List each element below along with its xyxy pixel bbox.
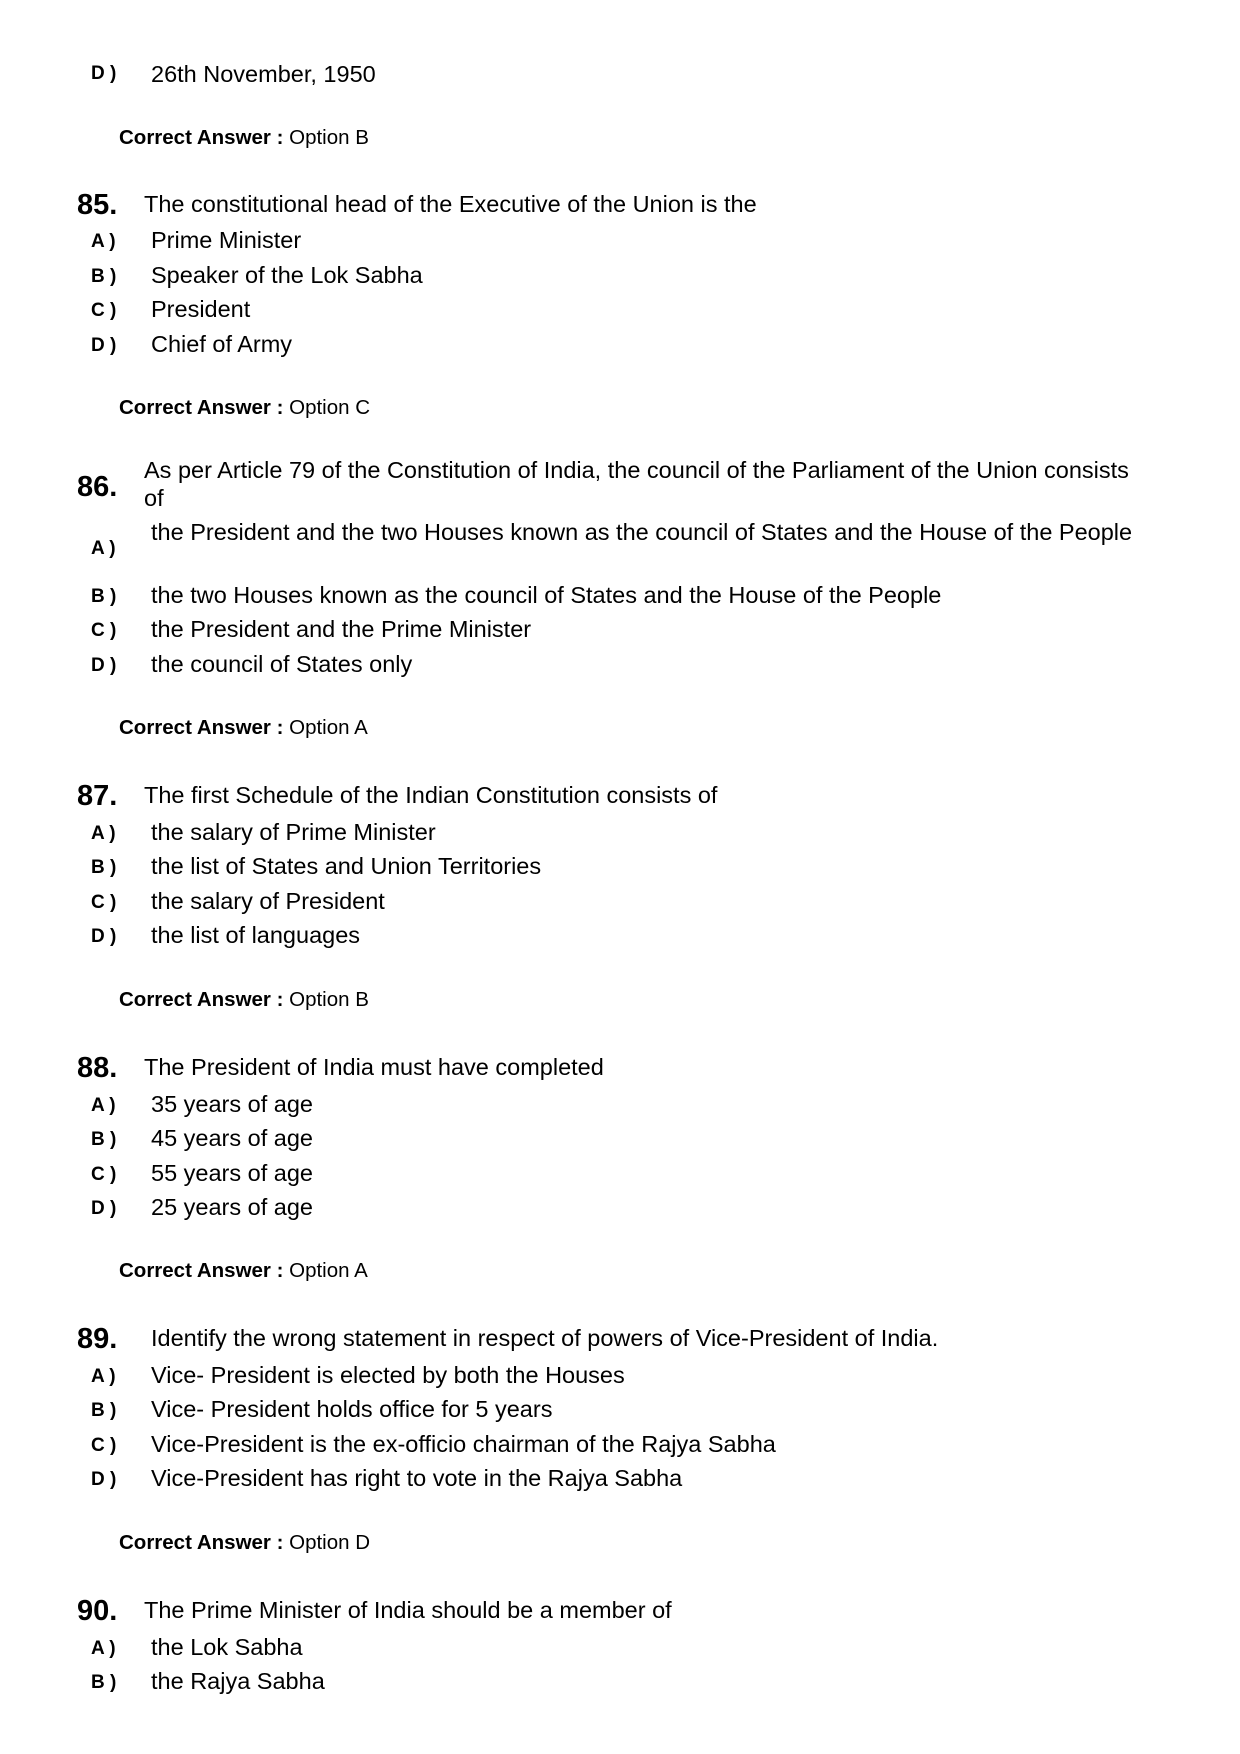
question-number: 85. bbox=[77, 189, 118, 221]
question-number: 86. bbox=[77, 471, 118, 503]
correct-answer-value: Option C bbox=[289, 396, 371, 419]
correct-answer bbox=[119, 987, 369, 1013]
option-label: B ) bbox=[91, 1400, 117, 1421]
correct-answer bbox=[119, 395, 370, 421]
option-text: the list of States and Union Territories bbox=[151, 853, 542, 879]
option-text: Vice-President is the ex-officio chairman of the Rajya Sabha bbox=[151, 1431, 776, 1457]
option-text: the list of languages bbox=[151, 922, 361, 948]
option-text: the Lok Sabha bbox=[151, 1634, 303, 1660]
question-text: The constitutional head of the Executive of the Union is the bbox=[144, 191, 757, 217]
option-label: A ) bbox=[91, 1095, 116, 1116]
option-label: C ) bbox=[91, 1164, 117, 1185]
question-text: Identify the wrong statement in respect of powers of Vice-President of India. bbox=[151, 1325, 939, 1351]
option-text: 55 years of age bbox=[151, 1160, 313, 1186]
option-label: D ) bbox=[91, 1198, 117, 1219]
option-label: C ) bbox=[91, 300, 117, 321]
correct-answer-value: Option A bbox=[289, 1259, 368, 1282]
correct-answer-label: Correct Answer : bbox=[119, 988, 284, 1011]
correct-answer-label: Correct Answer : bbox=[119, 1531, 284, 1554]
option-label: A ) bbox=[91, 823, 116, 844]
option-text: the Rajya Sabha bbox=[151, 1668, 325, 1694]
option-label: B ) bbox=[91, 857, 117, 878]
correct-answer-label: Correct Answer : bbox=[119, 126, 284, 149]
correct-answer-label: Correct Answer : bbox=[119, 1259, 284, 1282]
option-label: B ) bbox=[91, 586, 117, 607]
question-number: 90. bbox=[77, 1595, 118, 1627]
option-text: the council of States only bbox=[151, 651, 413, 677]
option-label: A ) bbox=[91, 1638, 116, 1659]
option-text: the salary of President bbox=[151, 888, 385, 914]
option-text: Prime Minister bbox=[151, 227, 302, 253]
option-text: Chief of Army bbox=[151, 331, 293, 357]
option-label: D ) bbox=[91, 63, 117, 84]
option-label: C ) bbox=[91, 892, 117, 913]
option-text: the two Houses known as the council of States and the House of the People bbox=[151, 582, 942, 608]
correct-answer bbox=[119, 715, 368, 741]
question-text: The President of India must have completed bbox=[144, 1054, 604, 1080]
option-label: C ) bbox=[91, 1435, 117, 1456]
option-label: B ) bbox=[91, 266, 117, 287]
option-label: C ) bbox=[91, 620, 117, 641]
option-text: 45 years of age bbox=[151, 1125, 313, 1151]
question-text: The first Schedule of the Indian Constitution consists of bbox=[144, 782, 718, 808]
option-label: D ) bbox=[91, 655, 117, 676]
correct-answer-value: Option B bbox=[289, 126, 369, 149]
correct-answer bbox=[119, 1258, 368, 1284]
option-text: the President and the Prime Minister bbox=[151, 616, 532, 642]
option-text: 26th November, 1950 bbox=[151, 61, 376, 87]
correct-answer bbox=[119, 1530, 370, 1556]
correct-answer-value: Option D bbox=[289, 1531, 371, 1554]
option-text: the salary of Prime Minister bbox=[151, 819, 436, 845]
question-number: 89. bbox=[77, 1323, 118, 1355]
option-label: B ) bbox=[91, 1129, 117, 1150]
option-text: President bbox=[151, 296, 251, 322]
option-text: Vice- President is elected by both the Houses bbox=[151, 1362, 625, 1388]
question-number: 87. bbox=[77, 780, 118, 812]
correct-answer-label: Correct Answer : bbox=[119, 396, 284, 419]
correct-answer-label: Correct Answer : bbox=[119, 716, 284, 739]
option-label: D ) bbox=[91, 926, 117, 947]
correct-answer-value: Option B bbox=[289, 988, 369, 1011]
question-number: 88. bbox=[77, 1052, 118, 1084]
question-text: The Prime Minister of India should be a member of bbox=[144, 1597, 672, 1623]
option-text: 25 years of age bbox=[151, 1194, 313, 1220]
correct-answer bbox=[119, 125, 369, 151]
option-label: A ) bbox=[91, 231, 116, 252]
option-label: A ) bbox=[91, 538, 116, 559]
question-text: As per Article 79 of the Constitution of India, the council of the Parliament of the Union consists of bbox=[144, 457, 1129, 511]
option-text: Vice- President holds office for 5 years bbox=[151, 1396, 553, 1422]
option-text: the President and the two Houses known as the council of States and the House of the People bbox=[151, 519, 1133, 545]
option-label: B ) bbox=[91, 1672, 117, 1693]
correct-answer-value: Option A bbox=[289, 716, 368, 739]
option-label: A ) bbox=[91, 1366, 116, 1387]
option-label: D ) bbox=[91, 335, 117, 356]
option-text: Vice-President has right to vote in the Rajya Sabha bbox=[151, 1465, 683, 1491]
option-label: D ) bbox=[91, 1469, 117, 1490]
option-text: Speaker of the Lok Sabha bbox=[151, 262, 423, 288]
option-text: 35 years of age bbox=[151, 1091, 313, 1117]
